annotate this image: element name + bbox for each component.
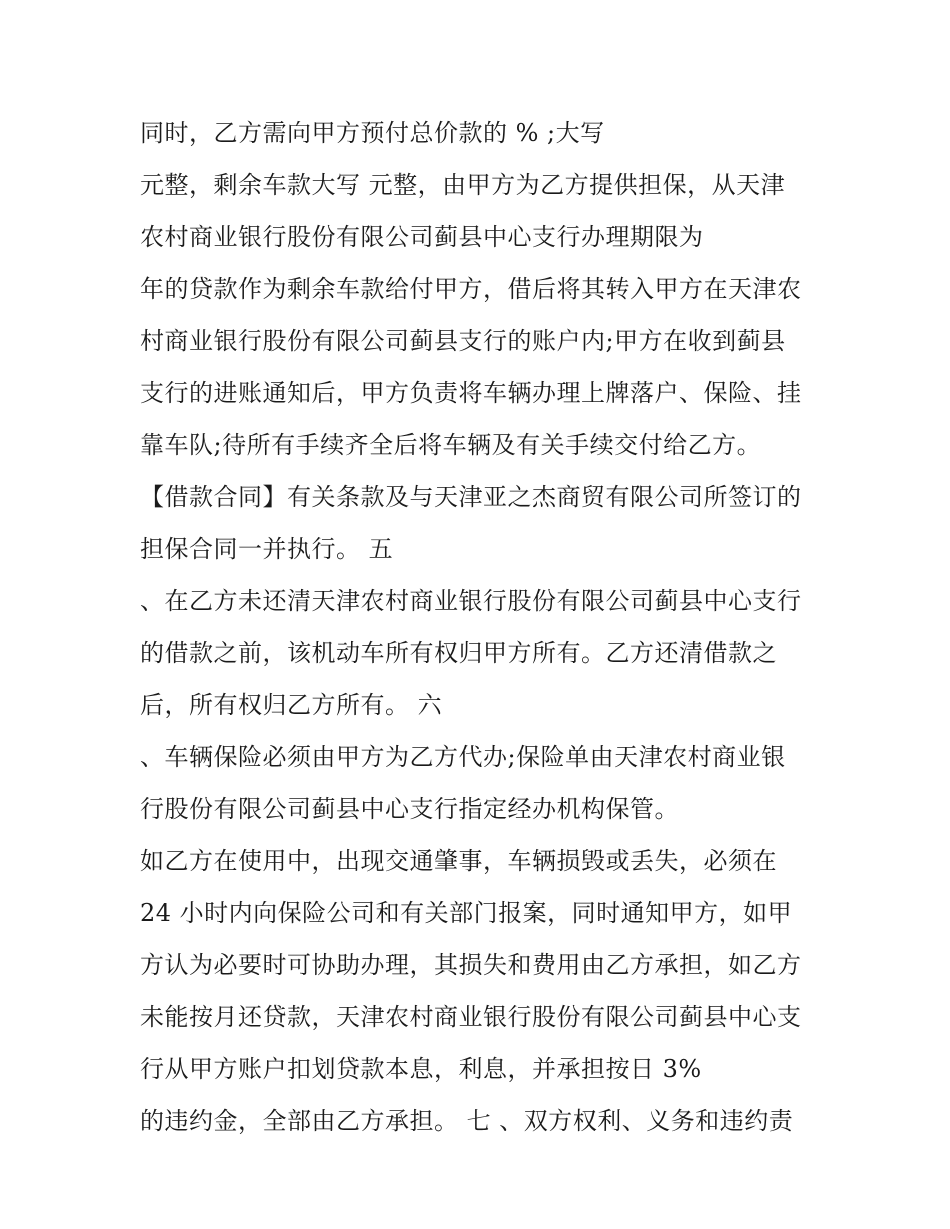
text-line: 的借款之前，该机动车所有权归甲方所有。乙方还清借款之 [140,639,777,667]
text-line: 村商业银行股份有限公司蓟县支行的账户内;甲方在收到蓟县 [140,327,786,355]
text-line: 24 小时内向保险公司和有关部门报案，同时通知甲方，如甲 [140,899,793,927]
document-body [140,107,840,1147]
text-line: 元整，剩余车款大写 元整，由甲方为乙方提供担保，从天津 [140,171,786,199]
text-line: 支行的进账通知后，甲方负责将车辆办理上牌落户、保险、挂 [140,379,802,407]
text-line: 农村商业银行股份有限公司蓟县中心支行办理期限为 [140,223,704,251]
text-line: 的违约金，全部由乙方承担。 七 、双方权利、义务和违约责 [140,1107,794,1135]
text-line: 、车辆保险必须由甲方为乙方代办;保险单由天津农村商业银 [140,743,786,771]
text-line: 如乙方在使用中，出现交通肇事，车辆损毁或丢失，必须在 [140,847,777,875]
text-line: 未能按月还贷款，天津农村商业银行股份有限公司蓟县中心支 [140,1003,802,1031]
text-line: 同时，乙方需向甲方预付总价款的 % ;大写 [140,119,605,147]
text-line: 方认为必要时可协助办理，其损失和费用由乙方承担，如乙方 [140,951,802,979]
text-line: 后，所有权归乙方所有。 六 [140,691,443,719]
text-line: 靠车队;待所有手续齐全后将车辆及有关手续交付给乙方。 [140,431,762,459]
text-line: 行股份有限公司蓟县中心支行指定经办机构保管。 [140,795,679,823]
text-line: 年的贷款作为剩余车款给付甲方，借后将其转入甲方在天津农 [140,275,802,303]
text-line: 行从甲方账户扣划贷款本息，利息，并承担按日 3% [140,1055,702,1083]
text-line: 、在乙方未还清天津农村商业银行股份有限公司蓟县中心支行 [140,587,802,615]
text-line: 【借款合同】有关条款及与天津亚之杰商贸有限公司所签订的 [140,483,802,511]
text-line: 担保合同一并执行。 五 [140,535,394,563]
